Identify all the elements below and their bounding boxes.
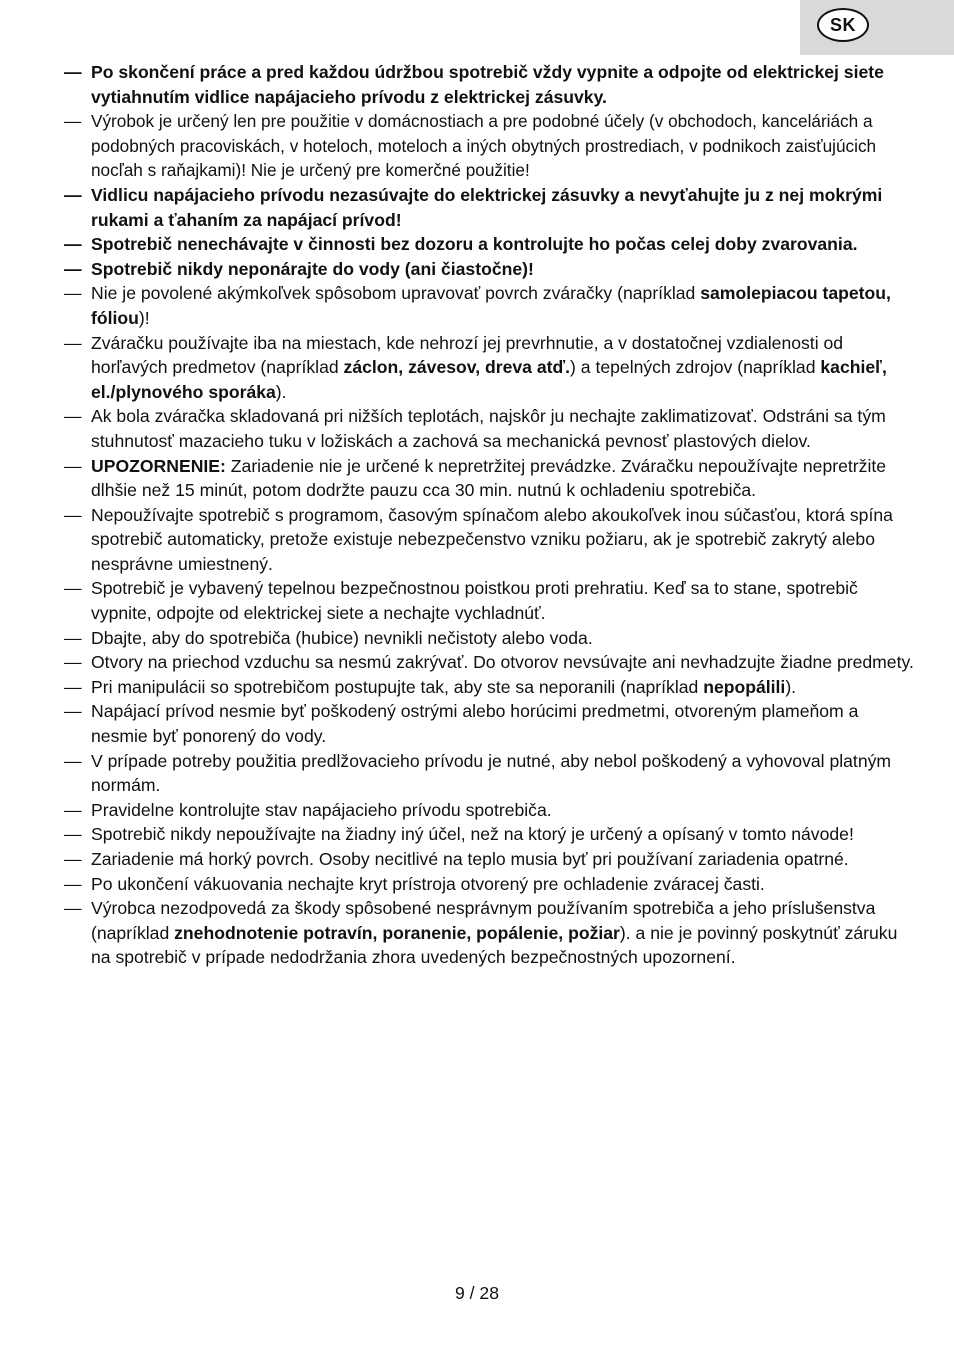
- emphasis-text: znehodnotenie potravín, poranenie, popálenie, požiar: [174, 922, 620, 943]
- dash-bullet: —: [64, 504, 82, 525]
- text-segment: Po ukončení vákuovania nechajte kryt prístroja otvorený pre ochladenie zváracej časti.: [91, 873, 765, 894]
- text-segment: ) a tepelných zdrojov (napríklad: [570, 357, 821, 378]
- dash-bullet: —: [64, 234, 82, 255]
- list-item: [64, 626, 914, 651]
- list-item: [64, 847, 914, 872]
- text-segment: Zváračku používajte iba na miestach, kde nehrozí jej prevrhnutie, a v dostatočnej vzdialenosti od horľavých predmetov (napríklad: [91, 332, 844, 378]
- list-item-text: [91, 109, 914, 183]
- dash-bullet: —: [64, 578, 82, 599]
- list-item: [64, 749, 914, 798]
- dash-bullet: —: [64, 898, 82, 919]
- dash-bullet: —: [64, 184, 82, 205]
- emphasis-text: Spotrebič nikdy neponárajte do vody (ani čiastočne)!: [91, 258, 534, 279]
- list-item-text: [91, 404, 914, 453]
- list-item: [64, 109, 914, 183]
- list-item-text: [91, 281, 914, 330]
- text-segment: )!: [138, 307, 150, 328]
- emphasis-text: nepopálili: [703, 676, 786, 697]
- list-item-text: [91, 650, 914, 675]
- dash-bullet: —: [64, 111, 82, 132]
- list-item-text: [91, 798, 914, 823]
- list-item-text: [91, 847, 914, 872]
- emphasis-text: Vidlicu napájacieho prívodu nezasúvajte do elektrickej zásuvky a nevyťahujte ju z nej mokrými rukami a ťahaním za napájací prívod!: [91, 184, 883, 230]
- dash-bullet: —: [64, 258, 82, 279]
- text-segment: Pravidelne kontrolujte stav napájacieho prívodu spotrebiča.: [91, 799, 552, 820]
- list-item-text: [91, 749, 914, 798]
- emphasis-text: samolepiacou tapetou, fóliou: [91, 283, 891, 328]
- dash-bullet: —: [64, 873, 82, 894]
- dash-bullet: —: [64, 799, 82, 820]
- text-segment: Otvory na priechod vzduchu sa nesmú zakrývať. Do otvorov nevsúvajte ani nevhadzujte žiadne predmety.: [91, 652, 914, 673]
- list-item: [64, 798, 914, 823]
- list-item: [64, 675, 914, 700]
- dash-bullet: —: [64, 701, 82, 722]
- list-item: [64, 183, 914, 232]
- list-item-text: [91, 675, 914, 700]
- list-item: [64, 232, 914, 257]
- list-item-text: [91, 60, 914, 109]
- text-segment: ). a nie je povinný poskytnúť záruku na spotrebič v prípade nedodržania zhora uvedených bezpečnostných upozornení.: [91, 922, 898, 968]
- list-item: [64, 503, 914, 577]
- emphasis-text: kachieľ, el./plynového sporáka: [91, 357, 887, 402]
- emphasis-text: UPOZORNENIE:: [91, 455, 226, 476]
- dash-bullet: —: [64, 406, 82, 427]
- language-tab: [800, 0, 954, 55]
- list-item: [64, 454, 914, 503]
- list-item: [64, 896, 914, 970]
- list-item-text: [91, 454, 914, 503]
- list-item: [64, 60, 914, 109]
- list-item: [64, 822, 914, 847]
- text-segment: Napájací prívod nesmie byť poškodený ostrými alebo horúcimi predmetmi, otvoreným plameňom a nesmie byť ponorený do vody.: [91, 701, 859, 747]
- list-item-text: [91, 576, 914, 625]
- dash-bullet: —: [64, 652, 82, 673]
- list-item-text: [91, 183, 914, 232]
- page-number: 9 / 28: [454, 1283, 500, 1303]
- list-item-text: [91, 626, 914, 651]
- dash-bullet: —: [64, 750, 82, 771]
- text-segment: Spotrebič je vybavený tepelnou bezpečnostnou poistkou proti prehratiu. Keď sa to stane, spotrebič vypnite, odpojte od elektrickej siete a nechajte vychladnúť.: [91, 578, 858, 624]
- dash-bullet: —: [64, 332, 82, 353]
- list-item: [64, 404, 914, 453]
- list-item: [64, 281, 914, 330]
- text-segment: Nie je povolené akýmkoľvek spôsobom upravovať povrch zváračky (napríklad: [91, 283, 701, 304]
- list-item: [64, 576, 914, 625]
- list-item-text: [91, 257, 914, 282]
- list-item-text: [91, 331, 914, 405]
- text-segment: Pri manipulácii so spotrebičom postupujte tak, aby ste sa neporanili (napríklad: [91, 676, 704, 697]
- text-segment: Ak bola zváračka skladovaná pri nižších teplotách, najskôr ju nechajte zaklimatizovať. Odstráni sa tým stuhnutosť mazacieho tuku v ložiskách a zachová sa mechanická pevnosť plastových dielov.: [91, 406, 886, 451]
- text-segment: V prípade potreby použitia predlžovacieho prívodu je nutné, aby nebol poškodený a vyhovoval platným normám.: [91, 750, 892, 796]
- list-item-text: [91, 896, 914, 970]
- dash-bullet: —: [64, 627, 82, 648]
- dash-bullet: —: [64, 455, 82, 476]
- text-segment: Nepoužívajte spotrebič s programom, časovým spínačom alebo akoukoľvek inou súčasťou, ktorá spína spotrebič automaticky, pretože existuje nebezpečenstvo vzniku požiaru, ak je spotrebič zakrytý alebo nesprávne umiestnený.: [91, 504, 893, 574]
- safety-instructions-list: [64, 60, 914, 970]
- list-item-text: [91, 232, 914, 257]
- dash-bullet: —: [64, 849, 82, 869]
- emphasis-text: Po skončení práce a pred každou údržbou spotrebič vždy vypnite a odpojte od elektrickej siete vytiahnutím vidlice napájacieho prívodu z elektrickej zásuvky.: [91, 62, 884, 107]
- list-item: [64, 699, 914, 748]
- text-segment: ).: [785, 676, 797, 697]
- list-item-text: [91, 822, 914, 847]
- list-item-text: [91, 872, 914, 897]
- text-segment: ).: [275, 381, 287, 402]
- list-item-text: [91, 503, 914, 577]
- list-item: [64, 331, 914, 405]
- dash-bullet: —: [64, 676, 82, 697]
- text-segment: Spotrebič nikdy nepoužívajte na žiadny iný účel, než na ktorý je určený a opísaný v tomto návode!: [91, 824, 854, 845]
- list-item-text: [91, 699, 914, 748]
- dash-bullet: —: [64, 824, 82, 845]
- text-segment: Výrobok je určený len pre použitie v domácnostiach a pre podobné účely (v obchodoch, kanceláriách a podobných pracoviskách, v hoteloch, moteloch a iných obytných prostrediach, v podnikoch zaisťujúcich nocľah s raňajkami)! Nie je určený pre komerčné použitie!: [91, 111, 877, 181]
- dash-bullet: —: [64, 283, 82, 304]
- language-badge: SK: [817, 8, 869, 42]
- list-item: [64, 257, 914, 282]
- text-segment: Zariadenie má horký povrch. Osoby necitlivé na teplo musia byť pri používaní zariadenia opatrné.: [91, 849, 849, 869]
- list-item: [64, 650, 914, 675]
- text-segment: Výrobca nezodpovedá za škody spôsobené nesprávnym používaním spotrebiča a jeho príslušenstva (napríklad: [91, 898, 876, 943]
- text-segment: Dbajte, aby do spotrebiča (hubice) nevnikli nečistoty alebo voda.: [91, 627, 593, 648]
- dash-bullet: —: [64, 62, 82, 82]
- emphasis-text: Spotrebič nenechávajte v činnosti bez dozoru a kontrolujte ho počas celej doby zvarovania.: [91, 234, 858, 255]
- list-item: [64, 872, 914, 897]
- text-segment: Zariadenie nie je určené k nepretržitej prevádzke. Zváračku nepoužívajte nepretržite dlhšie než 15 minút, potom dodržte pauzu cca 30 min. nutnú k ochladeniu spotrebiča.: [91, 455, 887, 501]
- emphasis-text: záclon, závesov, dreva atď.: [343, 357, 571, 378]
